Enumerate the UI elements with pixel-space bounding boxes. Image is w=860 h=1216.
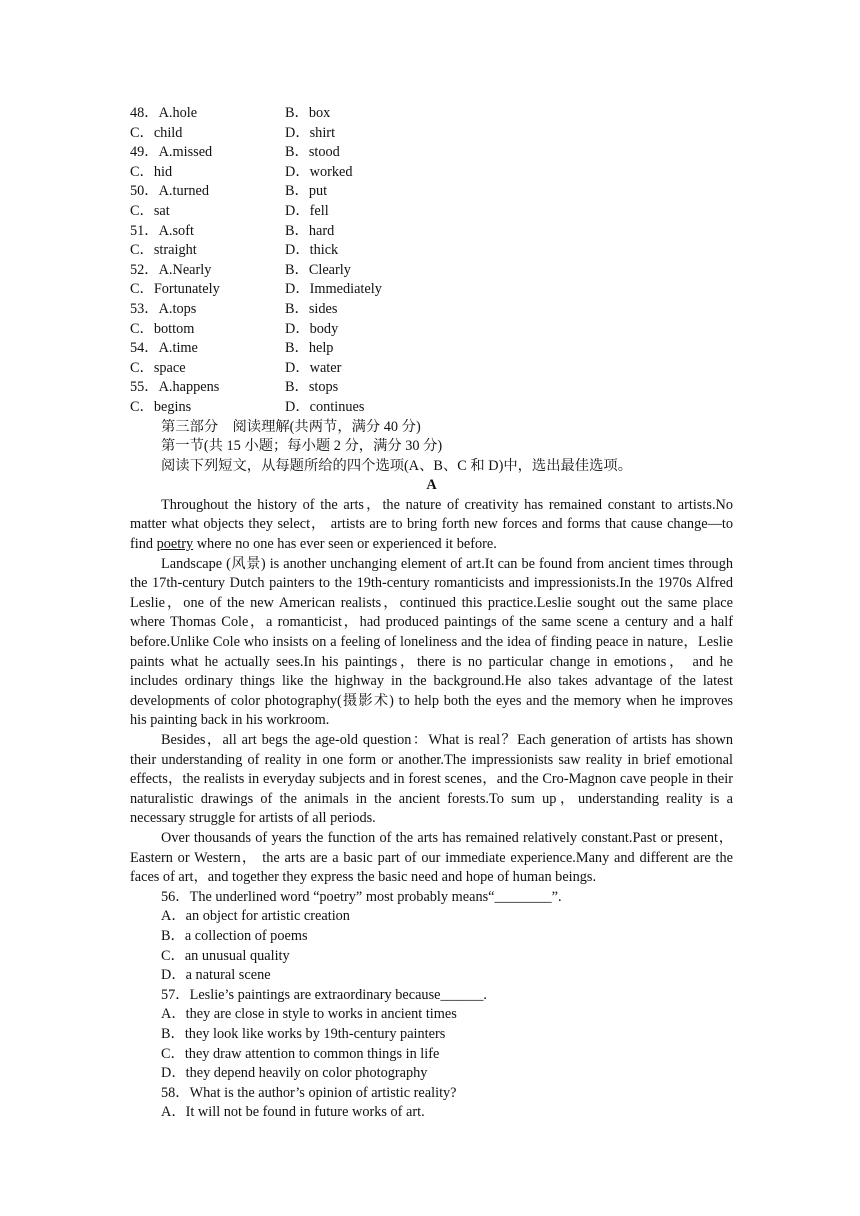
section-subtitle: 第一节(共 15 小题；每小题 2 分，满分 30 分) [161,438,443,455]
answer-option: A．It will not be found in future works of art. [161,1104,425,1121]
passage-paragraph-3: Besides，all art begs the age-old question：What is real？Each generation of artists has shown their understanding of reality in one form or another.The impressionists saw reality in brief emotional effects，the realists in everyday subjects and in forest scenes，and the Cro-Magnon cave people in their naturalistic drawings of the animals in the ancient forests.To sum up，understanding reality is a necessary struggle for artists of all periods. [130,732,733,827]
underlined-word: poetry [156,536,194,553]
answer-option: D．they depend heavily on color photography [161,1065,428,1082]
answer-option: B．a collection of poems [161,927,308,944]
option-row: 54．A.time B．help [130,340,334,357]
option-row: 50．A.turned B．put [130,183,328,200]
option-row: C．hid D．worked [130,163,353,180]
option-row: C．begins D．continues [130,398,365,415]
part-title: 第三部分 阅读理解(共两节，满分 40 分) [161,418,421,435]
answer-option: A．an object for artistic creation [161,908,350,925]
option-row: 51．A.soft B．hard [130,222,335,239]
option-row: 55．A.happens B．stops [130,379,339,396]
answer-option: C．an unusual quality [161,947,290,964]
option-row: 52．A.Nearly B．Clearly [130,261,351,278]
option-row: 49．A.missed B．stood [130,144,340,161]
passage-paragraph-4: Over thousands of years the function of the arts has remained relatively constant.Past or present，Eastern or Western， the arts are a basic part of our immediate experience.Many and different are the faces of art，and together they express the basic need and hope of human beings. [130,829,733,886]
answer-option: C．they draw attention to common things in life [161,1045,440,1062]
option-row: C．Fortunately D．Immediately [130,281,382,298]
passage-label: A [426,477,437,494]
option-row: C．sat D．fell [130,202,329,219]
passage-paragraph-1: Throughout the history of the arts，the nature of creativity has remained constant to artists.No matter what objects they select， artists are to bring forth new forces and forms that cause change—to find poetry where no one has ever seen or experienced it before. [130,496,733,553]
instruction-text: 阅读下列短文，从每题所给的四个选项(A、B、C 和 D)中，选出最佳选项。 [161,457,632,474]
cloze-options [130,104,733,418]
passage-paragraph-2: Landscape (风景) is another unchanging element of art.It can be found from ancient times through the 17th-century Dutch painters to the 19th-century romanticists and impressionists.In the 1970s Alfred Leslie，one of the new American realists，continued this practice.Leslie sought out the same place where Thomas Cole，a romanticist，had produced paintings of the same scene a century and a half before.Unlike Cole who insists on a feeling of loneliness and the idea of finding peace in nature，Leslie paints what he actually sees.In his paintings，there is no particular change in emotions， and he includes ordinary things like the highway in the background.He also takes advantage of the latest developments of color photography(摄影术) to help both the eyes and the memory when he improves his painting back in his workroom. [130,555,733,729]
answer-option: A．they are close in style to works in ancient times [161,1006,457,1023]
question-stem: 57．Leslie’s paintings are extraordinary because______. [161,986,487,1003]
option-row: C．straight D．thick [130,242,339,259]
question-stem: 56．The underlined word “poetry” most probably means“________”. [161,888,562,905]
answer-option: D．a natural scene [161,967,271,984]
option-row: C．space D．water [130,359,342,376]
option-row: 53．A.tops B．sides [130,300,338,317]
document-page [130,104,733,1123]
option-row: C．child D．shirt [130,124,336,141]
option-row: C．bottom D．body [130,320,339,337]
answer-option: B．they look like works by 19th-century painters [161,1025,446,1042]
question-stem: 58．What is the author’s opinion of artistic reality? [161,1084,457,1101]
option-row: 48．A.hole B．box [130,105,331,121]
